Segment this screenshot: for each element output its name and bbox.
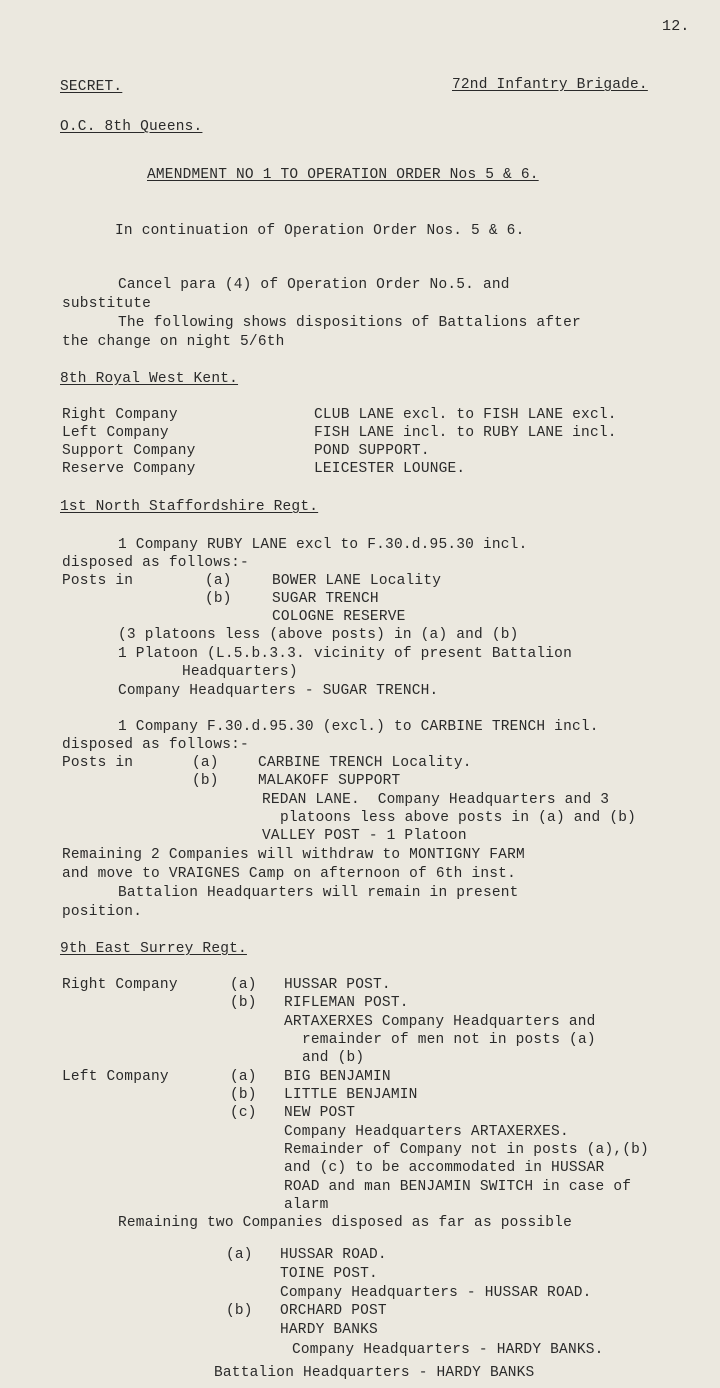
nstaffs-line: Company Headquarters - SUGAR TRENCH. — [118, 683, 439, 699]
nstaffs-heading: 1st North Staffordshire Regt. — [60, 499, 319, 515]
rwk-position: FISH LANE incl. to RUBY LANE incl. — [314, 425, 617, 441]
nstaffs-line: VALLEY POST - 1 Platoon — [262, 828, 467, 844]
cancel-line-3: The following shows dispositions of Battalions after — [118, 315, 581, 331]
esurrey-line: HUSSAR ROAD. — [280, 1247, 387, 1263]
page-number: 12. — [662, 18, 690, 35]
rwk-unit: Left Company — [62, 425, 169, 441]
esurrey-line: Battalion Headquarters - HARDY BANKS — [214, 1365, 535, 1381]
nstaffs-line: (a) — [205, 573, 232, 589]
nstaffs-line: and move to VRAIGNES Camp on afternoon of 6th inst. — [62, 866, 516, 882]
nstaffs-line: Posts in — [62, 755, 134, 771]
nstaffs-line: disposed as follows:- — [62, 555, 249, 571]
esurrey-line: (b) — [226, 1303, 253, 1319]
esurrey-line: RIFLEMAN POST. — [284, 995, 409, 1011]
esurrey-line: TOINE POST. — [280, 1266, 378, 1282]
nstaffs-line: BOWER LANE Locality — [272, 573, 442, 589]
rwk-position: CLUB LANE excl. to FISH LANE excl. — [314, 407, 617, 423]
esurrey-line: (b) — [230, 1087, 257, 1103]
nstaffs-line: 1 Company RUBY LANE excl to F.30.d.95.30 incl. — [118, 537, 528, 553]
nstaffs-line: REDAN LANE. Company Headquarters and 3 — [262, 792, 610, 808]
esurrey-line: Company Headquarters ARTAXERXES. — [284, 1124, 569, 1140]
esurrey-line: BIG BENJAMIN — [284, 1069, 391, 1085]
addressee: O.C. 8th Queens. — [60, 119, 203, 135]
cancel-line-4: the change on night 5/6th — [62, 334, 285, 350]
cancel-line-1: Cancel para (4) of Operation Order No.5. and — [118, 277, 510, 293]
esurrey-line: remainder of men not in posts (a) — [302, 1032, 596, 1048]
esurrey-line: (a) — [230, 1069, 257, 1085]
rwk-position: LEICESTER LOUNGE. — [314, 461, 466, 477]
esurrey-line: (a) — [226, 1247, 253, 1263]
esurrey-line: Remaining two Companies disposed as far as possible — [118, 1215, 572, 1231]
nstaffs-line: CARBINE TRENCH Locality. — [258, 755, 472, 771]
esurrey-line: LITTLE BENJAMIN — [284, 1087, 418, 1103]
esurrey-line: Left Company — [62, 1069, 169, 1085]
nstaffs-line: (b) — [205, 591, 232, 607]
esurrey-line: Company Headquarters - HARDY BANKS. — [292, 1342, 604, 1358]
rwk-unit: Support Company — [62, 443, 196, 459]
esurrey-line: ROAD and man BENJAMIN SWITCH in case of — [284, 1179, 632, 1195]
nstaffs-line: MALAKOFF SUPPORT — [258, 773, 401, 789]
nstaffs-line: disposed as follows:- — [62, 737, 249, 753]
nstaffs-line: 1 Platoon (L.5.b.3.3. vicinity of present Battalion — [118, 646, 572, 662]
esurrey-line: and (c) to be accommodated in HUSSAR — [284, 1160, 605, 1176]
esurrey-line: HARDY BANKS — [280, 1322, 378, 1338]
nstaffs-line: Posts in — [62, 573, 134, 589]
rwk-position: POND SUPPORT. — [314, 443, 430, 459]
esurrey-line: Right Company — [62, 977, 178, 993]
esurrey-line: (b) — [230, 995, 257, 1011]
document-title: AMENDMENT NO 1 TO OPERATION ORDER Nos 5 & 6. — [147, 167, 539, 183]
esurrey-line: (a) — [230, 977, 257, 993]
esurrey-heading: 9th East Surrey Regt. — [60, 941, 247, 957]
rwk-heading: 8th Royal West Kent. — [60, 371, 239, 387]
nstaffs-line: Remaining 2 Companies will withdraw to MONTIGNY FARM — [62, 847, 525, 863]
rwk-unit: Right Company — [62, 407, 178, 423]
nstaffs-line: (b) — [192, 773, 219, 789]
cancel-line-2: substitute — [62, 296, 152, 312]
nstaffs-line: (3 platoons less (above posts) in (a) and (b) — [118, 627, 519, 643]
esurrey-line: (c) — [230, 1105, 257, 1121]
nstaffs-line: 1 Company F.30.d.95.30 (excl.) to CARBINE TRENCH incl. — [118, 719, 599, 735]
nstaffs-line: position. — [62, 904, 143, 920]
nstaffs-line: SUGAR TRENCH — [272, 591, 379, 607]
esurrey-line: HUSSAR POST. — [284, 977, 391, 993]
esurrey-line: Company Headquarters - HUSSAR ROAD. — [280, 1285, 592, 1301]
esurrey-line: and (b) — [302, 1050, 365, 1066]
nstaffs-line: Headquarters) — [182, 664, 298, 680]
nstaffs-line: platoons less above posts in (a) and (b) — [280, 810, 637, 826]
nstaffs-line: (a) — [192, 755, 219, 771]
nstaffs-line: COLOGNE RESERVE — [272, 609, 406, 625]
esurrey-line: NEW POST — [284, 1105, 356, 1121]
esurrey-line: ORCHARD POST — [280, 1303, 387, 1319]
brigade-name: 72nd Infantry Brigade. — [452, 77, 648, 93]
rwk-unit: Reserve Company — [62, 461, 196, 477]
esurrey-line: Remainder of Company not in posts (a),(b) — [284, 1142, 649, 1158]
nstaffs-line: Battalion Headquarters will remain in present — [118, 885, 519, 901]
esurrey-line: ARTAXERXES Company Headquarters and — [284, 1014, 596, 1030]
intro-line: In continuation of Operation Order Nos. 5 & 6. — [115, 223, 525, 239]
esurrey-line: alarm — [284, 1197, 329, 1213]
classification: SECRET. — [60, 79, 123, 95]
